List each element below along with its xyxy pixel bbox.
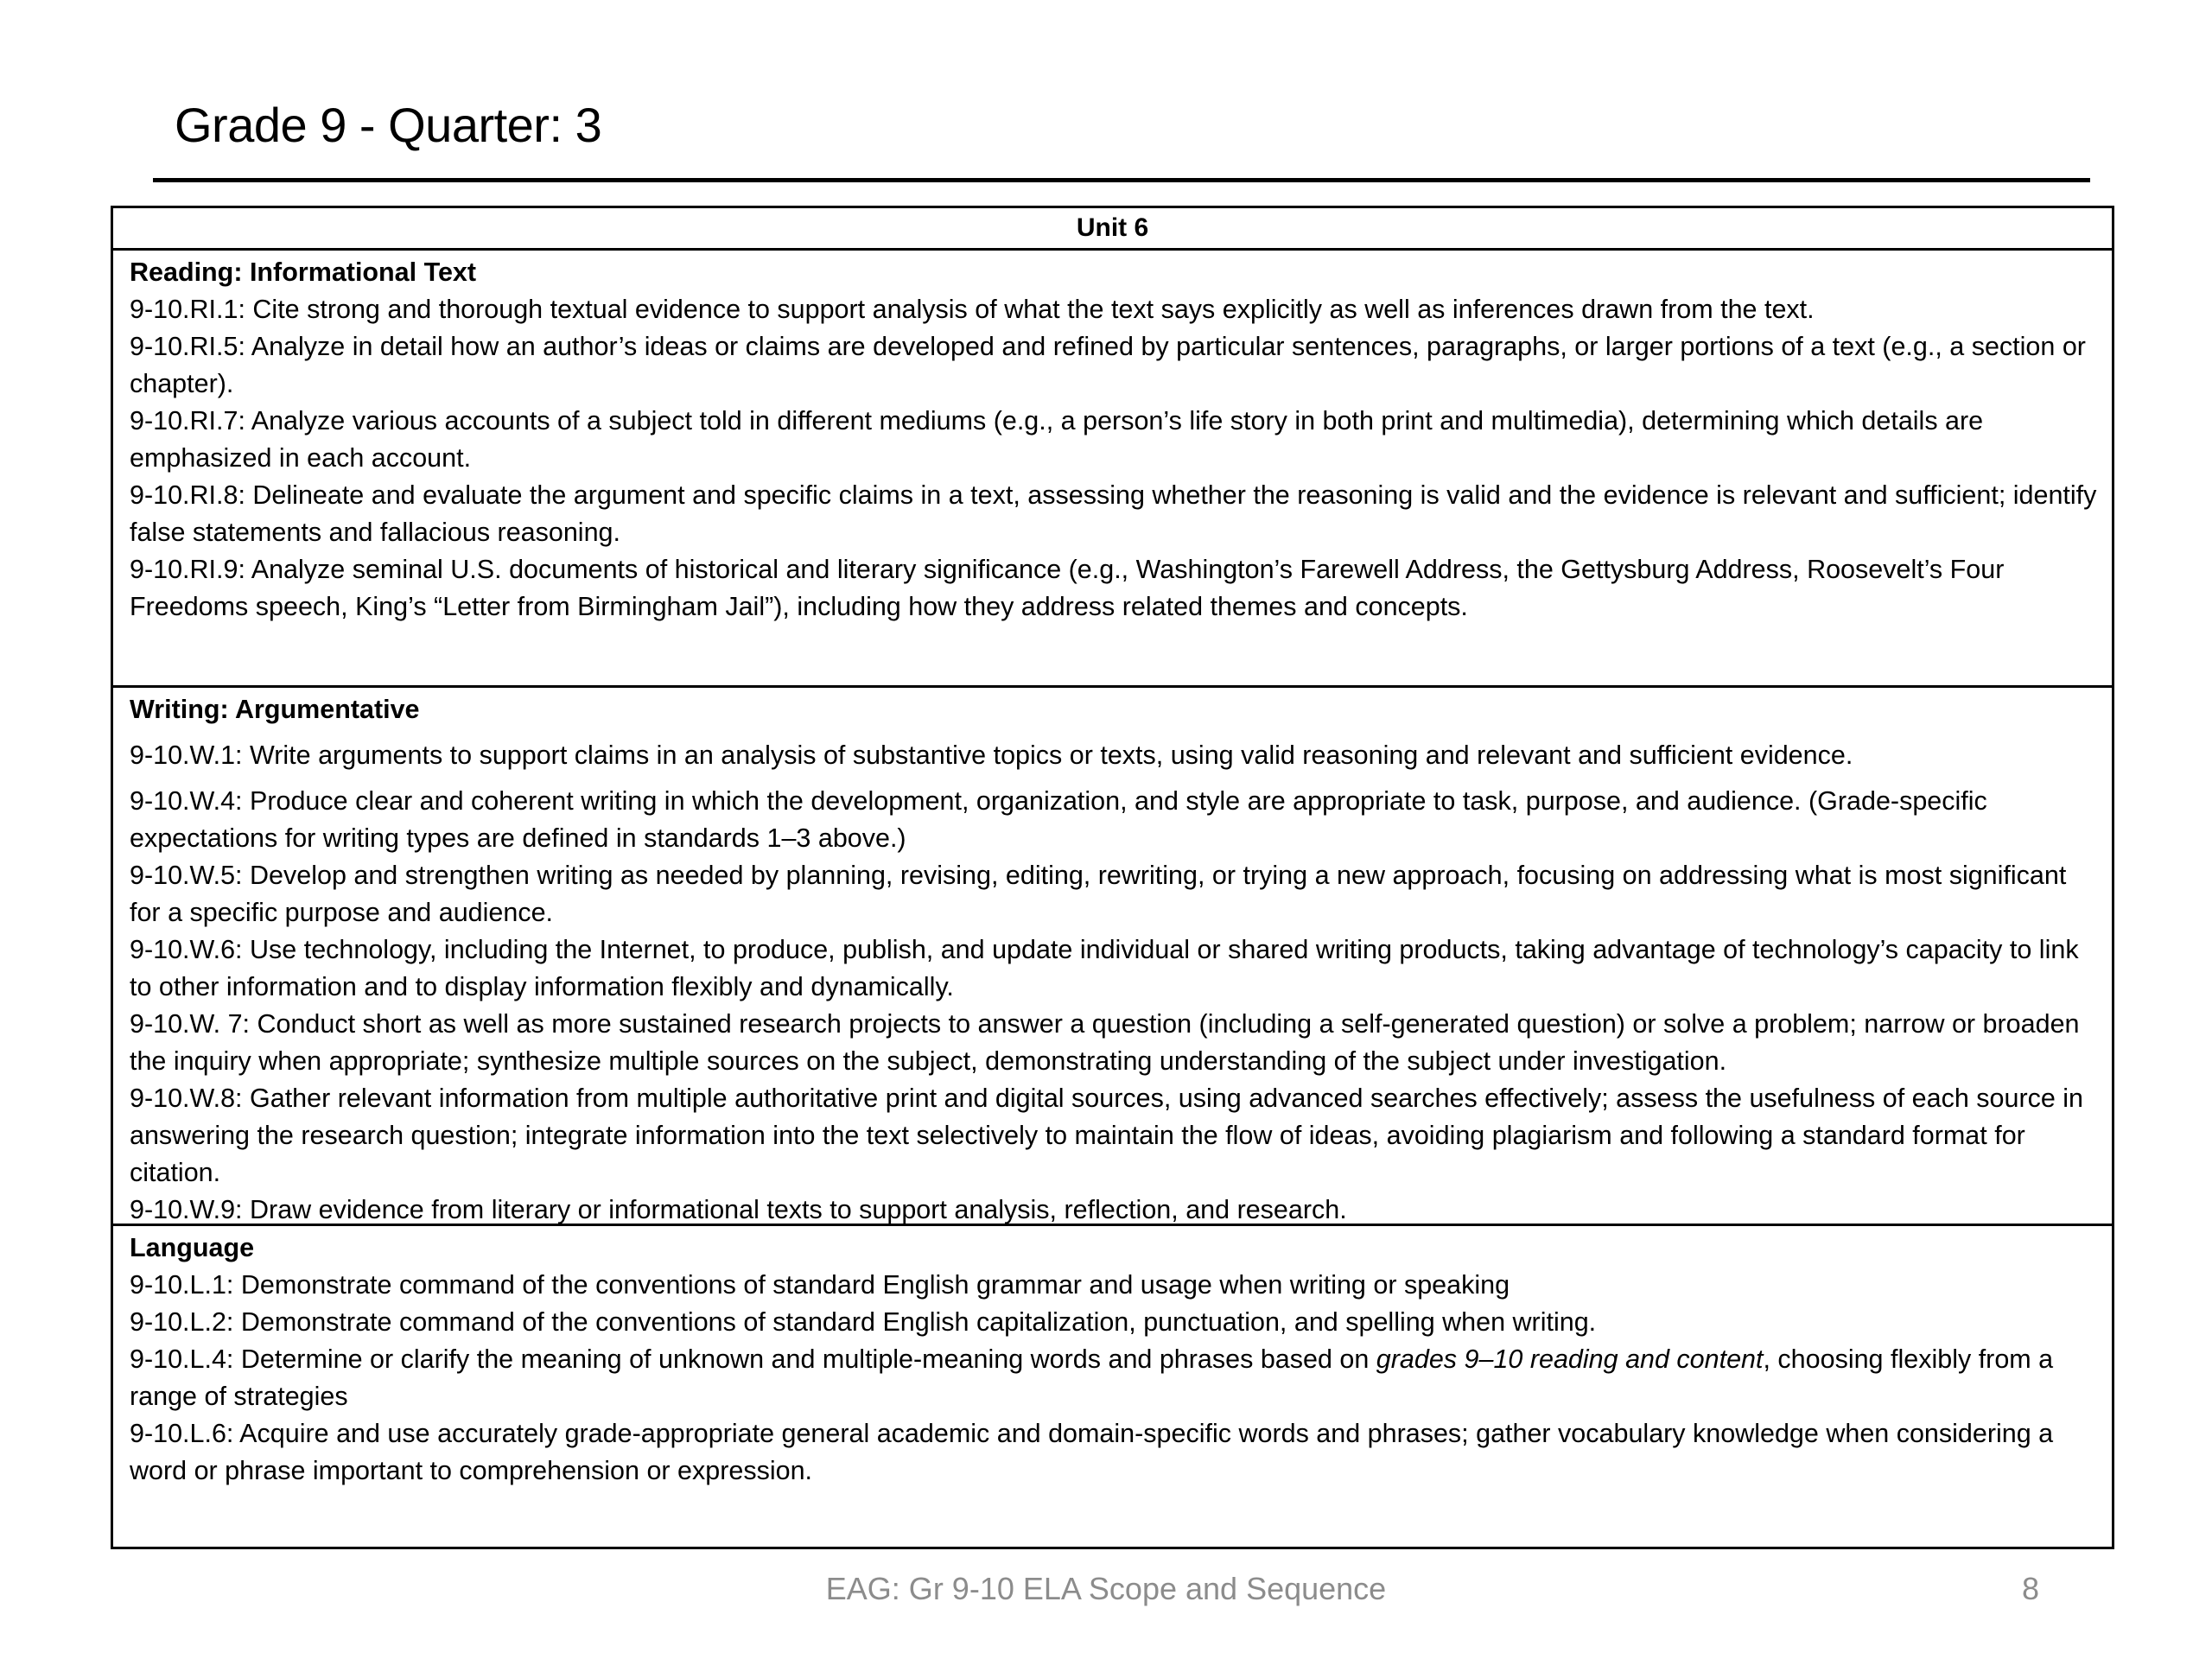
standard-l-6: 9-10.L.6: Acquire and use accurately grade-appropriate general academic and domain-specific words and phrases; gather vocabulary knowledge when considering a word or phrase important to comprehension or expression. xyxy=(130,1419,2054,1485)
unit-header: Unit 6 xyxy=(113,208,2112,251)
footer-text: EAG: Gr 9-10 ELA Scope and Sequence xyxy=(825,1571,1387,1606)
standard-w-9: 9-10.W.9: Draw evidence from literary or informational texts to support analysis, reflection, and research. xyxy=(130,1195,1347,1224)
standard-ri-7: 9-10.RI.7: Analyze various accounts of a subject told in different mediums (e.g., a person’s life story in both print and multimedia), determining which details are emphasized in each account. xyxy=(130,406,1984,473)
reading-heading: Reading: Informational Text xyxy=(130,257,477,287)
standard-l-4-text-end: , choosing flexibly from a range of strategies xyxy=(130,1344,2054,1411)
standard-l-1: 9-10.L.1: Demonstrate command of the conventions of standard English grammar and usage when writing or speaking xyxy=(130,1270,1510,1300)
standard-ri-1: 9-10.RI.1: Cite strong and thorough textual evidence to support analysis of what the text says explicitly as well as inferences drawn from the text. xyxy=(130,295,1815,324)
standard-l-4-text: 9-10.L.4: Determine or clarify the meaning of unknown and multiple-meaning words and phrases based on xyxy=(130,1344,1376,1374)
standard-w-6: 9-10.W.6: Use technology, including the Internet, to produce, publish, and update individual or shared writing products, taking advantage of technology’s capacity to link to other information and to display information flexibly and dynamically. xyxy=(130,935,2079,1001)
standard-ri-5: 9-10.RI.5: Analyze in detail how an author’s ideas or claims are developed and refined by particular sentences, paragraphs, or larger portions of a text (e.g., a section or chapter). xyxy=(130,332,2086,398)
page-number: 8 xyxy=(2022,1571,2040,1606)
standard-w-5: 9-10.W.5: Develop and strengthen writing as needed by planning, revising, editing, rewriting, or trying a new approach, focusing on addressing what is most significant for a specific purpose and audience. xyxy=(130,861,2067,927)
slide-title: Grade 9 - Quarter: 3 xyxy=(175,98,602,152)
title-underline xyxy=(153,178,2090,182)
standard-w-1: 9-10.W.1: Write arguments to support claims in an analysis of substantive topics or texts, using valid reasoning and relevant and sufficient evidence. xyxy=(130,741,1853,770)
standard-l-4 xyxy=(130,1341,2100,1415)
standard-w-8: 9-10.W.8: Gather relevant information from multiple authoritative print and digital sources, using advanced searches effectively; assess the usefulness of each source in answering the research question; integrate information into the text selectively to maintain the flow of ideas, avoiding plagiarism and following a standard format for citation. xyxy=(130,1084,2084,1187)
standard-ri-8: 9-10.RI.8: Delineate and evaluate the argument and specific claims in a text, assessing whether the reasoning is valid and the evidence is relevant and sufficient; identify false statements and fallacious reasoning. xyxy=(130,480,2097,547)
standard-w-7: 9-10.W. 7: Conduct short as well as more sustained research projects to answer a question (including a self-generated question) or solve a problem; narrow or broaden the inquiry when appropriate; synthesize multiple sources on the subject, demonstrating understanding of the subject under investigation. xyxy=(130,1009,2080,1076)
writing-heading: Writing: Argumentative xyxy=(130,695,420,724)
language-heading: Language xyxy=(130,1233,255,1262)
standard-w-4: 9-10.W.4: Produce clear and coherent writing in which the development, organization, and style are appropriate to task, purpose, and audience. (Grade-specific expectations for writing types are defined in standards 1–3 above.) xyxy=(130,786,1987,853)
standards-table xyxy=(111,206,2114,1549)
language-section xyxy=(113,1224,2112,1547)
standard-ri-9: 9-10.RI.9: Analyze seminal U.S. documents of historical and literary significance (e.g., Washington’s Farewell Address, the Gettysburg Address, Roosevelt’s Four Freedoms speech, King’s “Letter from Birmingham Jail”), including how they address related themes and concepts. xyxy=(130,555,2005,621)
reading-section xyxy=(113,251,2112,685)
standard-l-2: 9-10.L.2: Demonstrate command of the conventions of standard English capitalization, punctuation, and spelling when writing. xyxy=(130,1307,1597,1337)
writing-section xyxy=(113,685,2112,1224)
standard-l-4-italic: grades 9–10 reading and content xyxy=(1376,1344,1764,1374)
